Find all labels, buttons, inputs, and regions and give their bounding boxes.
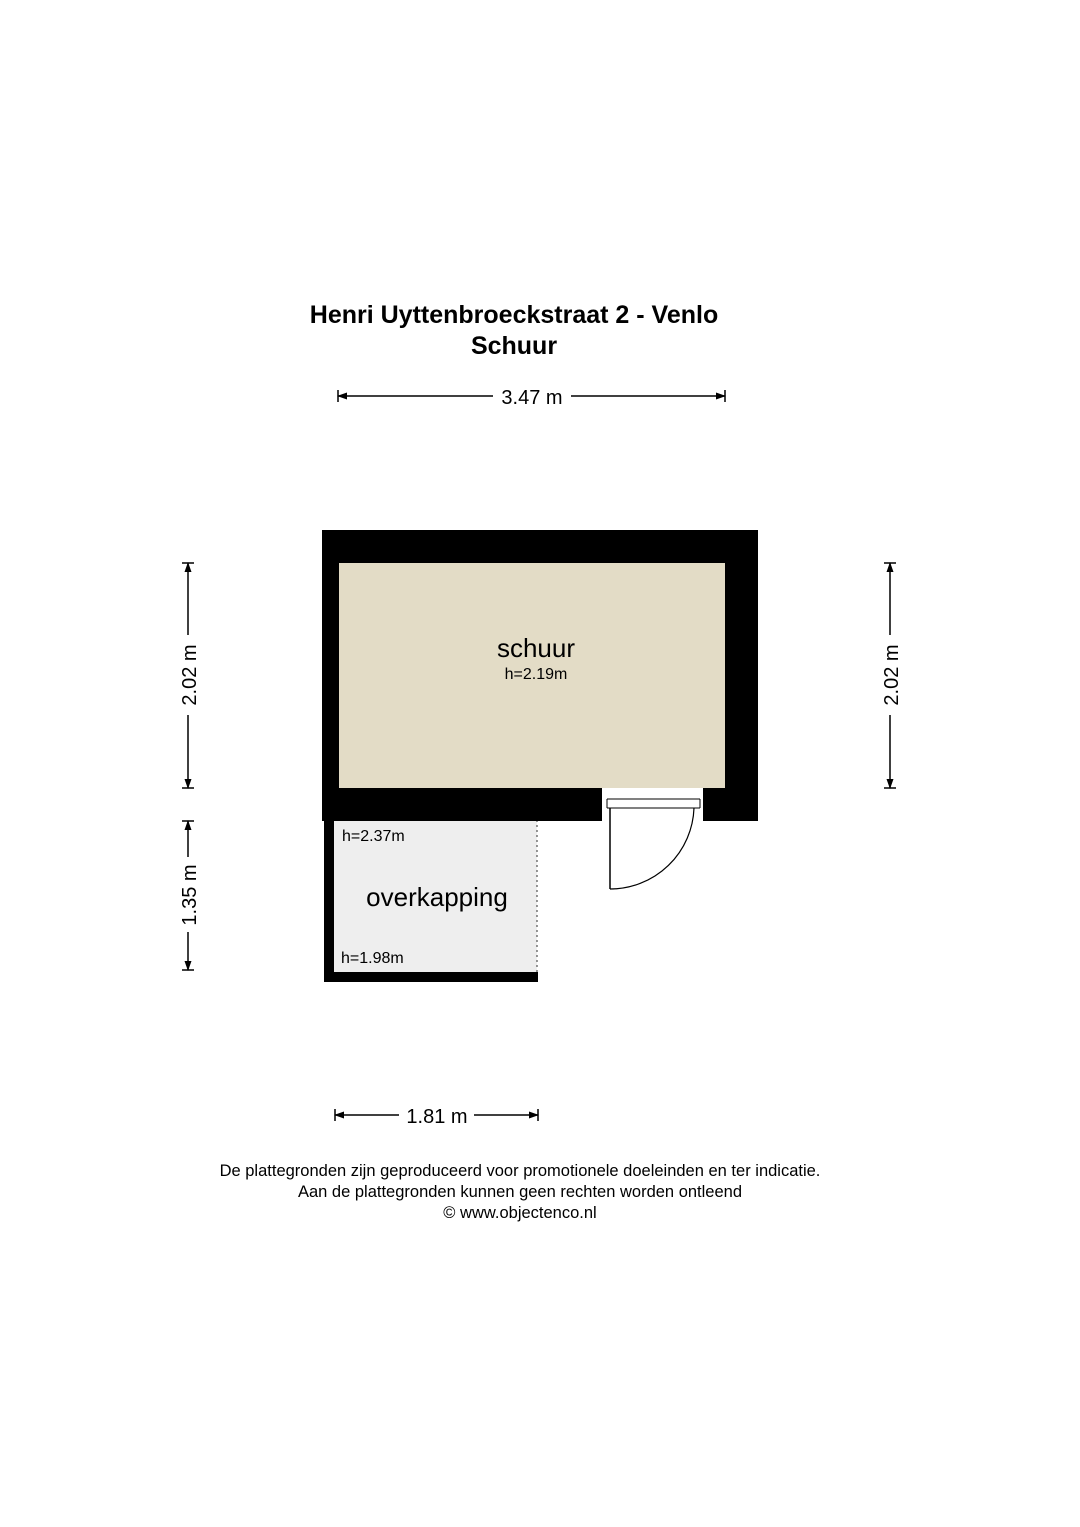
- overkapping-bottom-wall: [324, 972, 538, 982]
- dimension-right-label: 2.02 m: [881, 644, 903, 706]
- room-overkapping: [324, 820, 538, 982]
- disclaimer-line-1: De plattegronden zijn geproduceerd voor promotionele doeleinden en ter indicatie.: [219, 1162, 821, 1180]
- overkapping-height-bottom: h=1.98m: [341, 950, 404, 967]
- overkapping-left-wall: [324, 820, 334, 982]
- schuur-height: h=2.19m: [504, 666, 568, 683]
- dimension-bottom-width: [335, 1106, 538, 1128]
- dimension-top-width-label: 3.47 m: [501, 387, 563, 409]
- plan-building-title: Schuur: [470, 332, 558, 360]
- disclaimer-line-2: Aan de plattegronden kunnen geen rechten worden ontleend: [297, 1183, 743, 1201]
- dimension-left-upper: [179, 563, 201, 788]
- dimension-left-lower-label: 1.35 m: [179, 864, 201, 926]
- copyright-link[interactable]: © www.objectenco.nl: [443, 1204, 597, 1222]
- dimension-right: [881, 563, 903, 788]
- overkapping-name: overkapping: [366, 882, 508, 912]
- schuur-name: schuur: [496, 633, 576, 663]
- overkapping-height-top: h=2.37m: [342, 828, 405, 845]
- dimension-left-upper-label: 2.02 m: [179, 644, 201, 706]
- plan-address-title: Henri Uyttenbroeckstraat 2 - Venlo: [309, 301, 719, 329]
- door-opening: [602, 788, 703, 821]
- dimension-bottom-width-label: 1.81 m: [406, 1106, 468, 1128]
- dimension-left-lower: [179, 821, 201, 970]
- dimension-top-width: [338, 387, 725, 409]
